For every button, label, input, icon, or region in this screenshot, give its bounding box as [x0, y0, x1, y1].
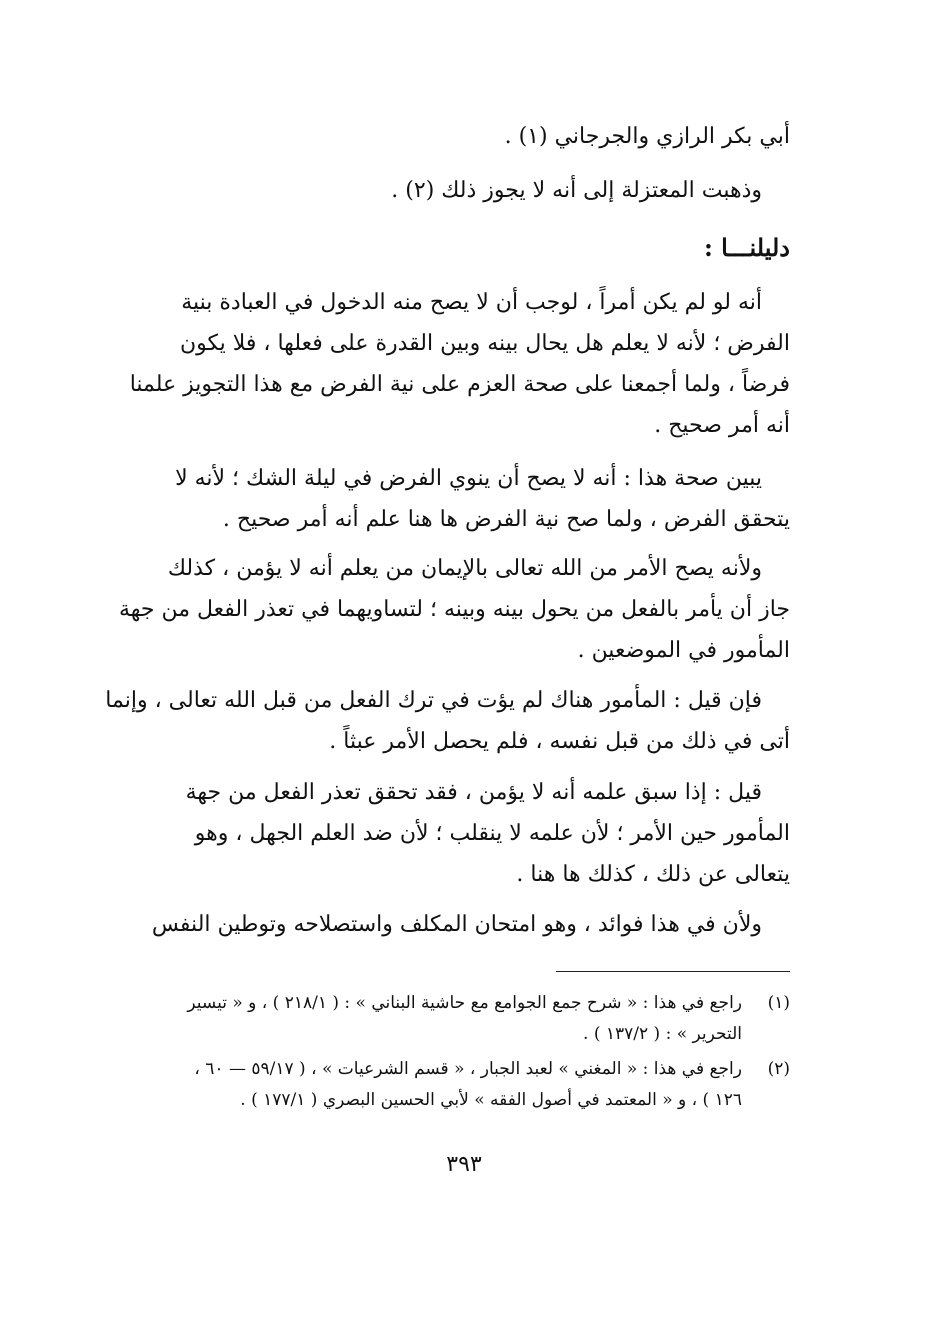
footnote-text	[140, 988, 742, 1050]
paragraph-reply	[150, 772, 790, 895]
text-line: المأمور في الموضعين .	[577, 638, 790, 663]
paragraph-argument	[129, 282, 790, 446]
text-line: جاز أن يأمر بالفعل من يحول بينه وبينه ؛ لتساويهما في تعذر الفعل من جهة	[118, 597, 790, 622]
footnote-1	[140, 988, 790, 1050]
text-line: يتحقق الفرض ، ولما صح نية الفرض ها هنا علم أنه أمر صحيح .	[222, 507, 790, 532]
text-line: يبين صحة هذا : أنه لا يصح أن ينوي الفرض في ليلة الشك ؛ لأنه لا	[175, 466, 762, 491]
footnote-2	[140, 1054, 790, 1116]
text-line: المأمور حين الأمر ؛ لأن علمه لا ينقلب ؛ لأن ضد العلم الجهل ، وهو	[194, 821, 790, 846]
text-line: أنه لو لم يكن أمراً ، لوجب أن لا يصح منه الدخول في العبادة بنية	[181, 290, 762, 315]
footnotes	[140, 988, 790, 1120]
footnote-line: راجع في هذا : « شرح جمع الجوامع مع حاشية البناني » : ( ٢١٨/١ ) ، و « تيسير	[187, 993, 742, 1013]
footnote-divider	[556, 971, 790, 972]
footnote-line: راجع في هذا : « المغني » لعبد الجبار ، « قسم الشرعيات » ، ( ٥٩/١٧ — ٦٠ ،	[194, 1059, 742, 1079]
text-line: فرضاً ، ولما أجمعنا على صحة العزم على نية الفرض مع هذا التجويز علمنا	[129, 372, 790, 397]
footnote-text	[140, 1054, 742, 1116]
paragraph-benefits	[150, 904, 790, 945]
text-line: ولأنه يصح الأمر من الله تعالى بالإيمان من يعلم أنه لا يؤمن ، كذلك	[167, 556, 762, 581]
paragraph-objection	[105, 680, 790, 762]
text-line: أبي بكر الرازي والجرجاني (١) .	[504, 124, 790, 149]
text-line: قيل : إذا سبق علمه أنه لا يؤمن ، فقد تحقق تعذر الفعل من جهة	[185, 780, 762, 805]
footnote-line: التحرير » : ( ١٣٧/٢ ) .	[583, 1024, 742, 1044]
text-line: ولأن في هذا فوائد ، وهو امتحان المكلف واستصلاحه وتوطين النفس	[151, 912, 762, 937]
text-line: الفرض ؛ لأنه لا يعلم هل يحال بينه وبين القدرة على فعلها ، فلا يكون	[179, 331, 790, 356]
footnote-number: (٢)	[767, 1059, 790, 1079]
paragraph-mutazila	[150, 170, 790, 211]
text-line: فإن قيل : المأمور هناك لم يؤت في ترك الفعل من قبل الله تعالى ، وإنما	[105, 688, 762, 713]
text-line: يتعالى عن ذلك ، كذلك ها هنا .	[516, 862, 790, 887]
page-number: ٣٩٣	[446, 1152, 482, 1177]
paragraph-clarification	[150, 458, 790, 540]
section-heading: دليلنـــا :	[703, 233, 790, 262]
text-line: وذهبت المعتزلة إلى أنه لا يجوز ذلك (٢) .	[391, 178, 762, 203]
footnote-line: ١٢٦ ) ، و « المعتمد في أصول الفقه » لأبي الحسين البصري ( ١٧٧/١ ) .	[240, 1090, 742, 1110]
footnote-number: (١)	[767, 993, 790, 1013]
paragraph-faith-analogy	[118, 548, 790, 671]
paragraph-intro-end	[150, 116, 790, 157]
text-line: أتى في ذلك من قبل نفسه ، فلم يحصل الأمر عبثاً .	[329, 729, 790, 754]
text-line: أنه أمر صحيح .	[654, 413, 790, 438]
